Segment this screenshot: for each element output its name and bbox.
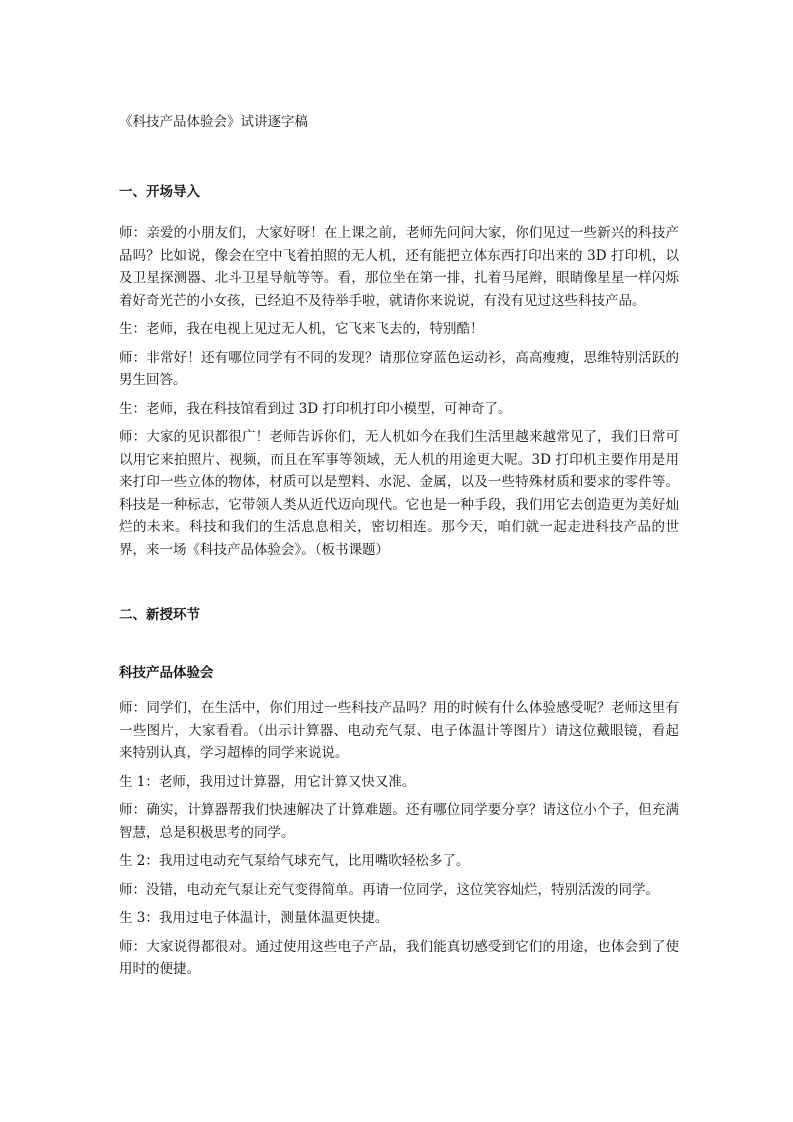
- paragraph: 生：老师，我在科技馆看到过 3D 打印机打印小模型，可神奇了。: [119, 400, 512, 417]
- paragraph: 生 1：老师，我用过计算器，用它计算又快又准。: [119, 773, 416, 790]
- paragraph: 师：大家说得都很对。通过使用这些电子产品，我们能真切感受到它们的用途，也体会到了使用时的便捷。: [119, 938, 679, 977]
- subsection-heading: 科技产品体验会: [119, 665, 214, 681]
- paragraph: 师：同学们，在生活中，你们用过一些科技产品吗？用的时候有什么体验感受呢？老师这里有一些图片，大家看看。（出示计算器、电动充气泵、电子体温计等图片）请这位戴眼镜，看起来特别认真，学习超棒的同学来说说。: [119, 700, 679, 761]
- paragraph: 师：亲爱的小朋友们，大家好呀！在上课之前，老师先问问大家，你们见过一些新兴的科技产品吗？比如说，像会在空中飞着拍照的无人机，还有能把立体东西打印出来的 3D 打印机，以及卫星探测器、北斗卫星导航等等。看，那位坐在第一排，扎着马尾辫，眼睛像星星一样闪烁着好奇光芒的小女孩，已经迫不及待举手啦，就请你来说说，有没有见过这些科技产品。: [119, 225, 679, 309]
- paragraph: 师：没错，电动充气泵让充气变得简单。再请一位同学，这位笑容灿烂，特别活泼的同学。: [119, 881, 659, 898]
- paragraph: 师：非常好！还有哪位同学有不同的发现？请那位穿蓝色运动衫，高高瘦瘦，思维特别活跃的男生回答。: [119, 349, 679, 388]
- document-body: [119, 110, 679, 987]
- paragraph: 生：老师，我在电视上见过无人机，它飞来飞去的，特别酷！: [119, 321, 484, 337]
- paragraph: 生 3：我用过电子体温计，测量体温更快捷。: [119, 910, 389, 926]
- paragraph: 师：大家的见识都很广！老师告诉你们，无人机如今在我们生活里越来越常见了，我们日常可以用它来拍照片、视频，而且在军事等领域，无人机的用途更大呢。3D 打印机主要作用是用来打印一些立体的物体，材质可以是塑料、水泥、金属，以及一些特殊材质和要求的零件等。科技是一种标志，它带领人类从近代迈向现代。它也是一种手段，我们用它去创造更为美好灿烂的未来。科技和我们的生活息息相关，密切相连。那今天，咱们就一起走进科技产品的世界，来一场《科技产品体验会》。（板书课题）: [119, 429, 679, 558]
- document-title: 《科技产品体验会》试讲逐字稿: [119, 114, 308, 130]
- paragraph: 师：确实，计算器帮我们快速解决了计算难题。还有哪位同学要分享？请这位小个子，但充满智慧，总是积极思考的同学。: [119, 802, 679, 841]
- paragraph: 生 2：我用过电动充气泵给气球充气，比用嘴吹轻松多了。: [119, 853, 470, 869]
- section-heading-opening: 一、开场导入: [119, 184, 200, 200]
- section-heading-new-lesson: 二、新授环节: [119, 607, 200, 623]
